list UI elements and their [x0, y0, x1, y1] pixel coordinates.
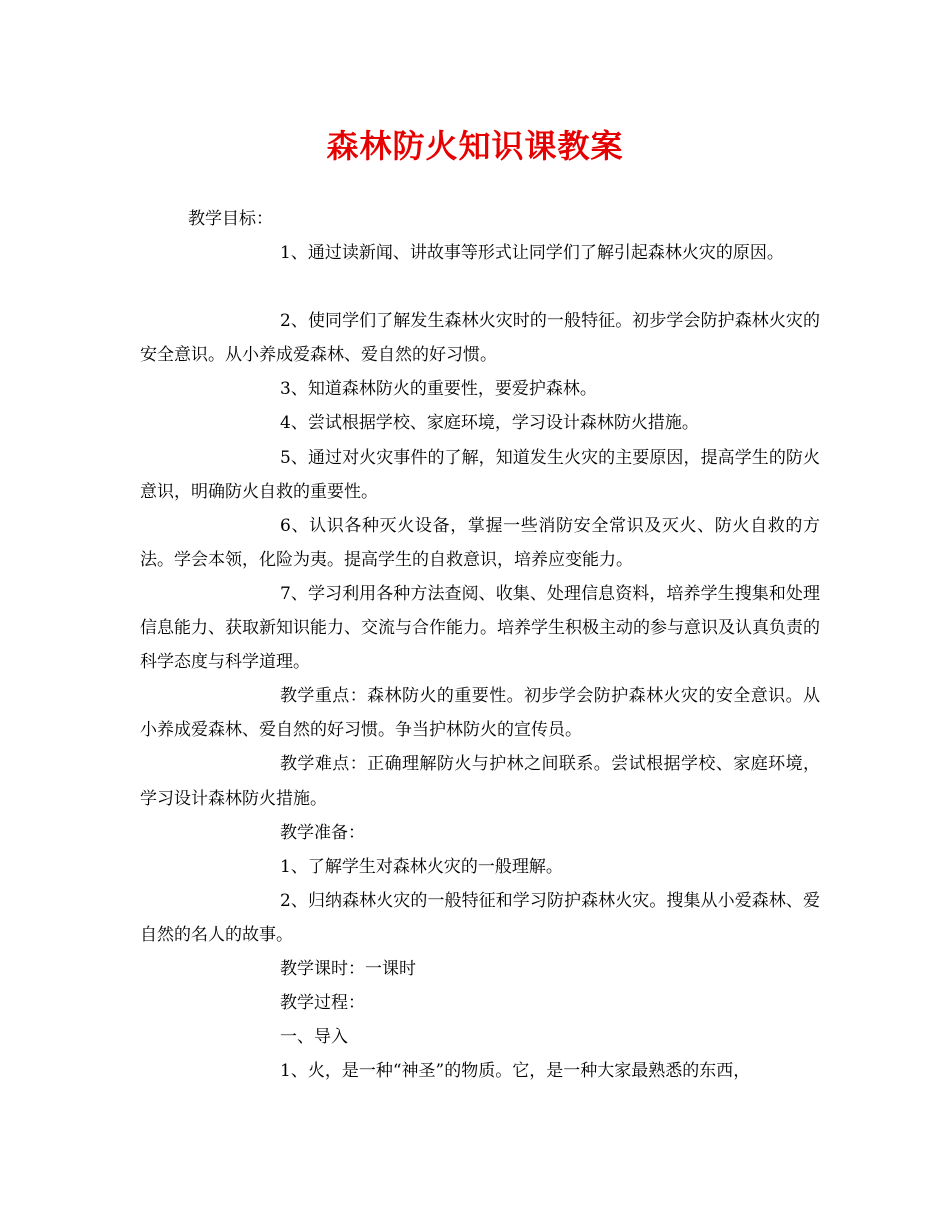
teaching-focus: 教学重点：森林防火的重要性。初步学会防护森林火灾的安全意识。从小养成爱森林、爱自然的好习惯。争当护林防火的宣传员。	[140, 686, 820, 741]
preparation-2: 2、归纳森林火灾的一般特征和学习防护森林火灾。搜集从小爱森林、爱自然的名人的故事。	[140, 890, 820, 945]
process-step-intro: 一、导入	[280, 1027, 348, 1048]
objective-6: 6、认识各种灭火设备，掌握一些消防安全常识及灭火、防火自救的方法。学会本领，化险为夷。提高学生的自救意识，培养应变能力。	[140, 515, 820, 570]
objective-5: 5、通过对火灾事件的了解，知道发生火灾的主要原因，提高学生的防火意识，明确防火自救的重要性。	[140, 447, 820, 502]
class-hours: 教学课时：一课时	[280, 958, 416, 979]
objective-3: 3、知道森林防火的重要性，要爱护森林。	[280, 379, 597, 400]
paragraph-spacer	[140, 270, 820, 304]
section-heading-process: 教学过程：	[280, 993, 365, 1014]
objective-4: 4、尝试根据学校、家庭环境，学习设计森林防火措施。	[280, 413, 699, 434]
process-item-1: 1、火，是一种“神圣”的物质。它，是一种大家最熟悉的东西，	[280, 1061, 751, 1082]
document-body	[140, 202, 820, 1088]
objective-2: 2、使同学们了解发生森林火灾时的一般特征。初步学会防护森林火灾的安全意识。从小养成爱森林、爱自然的好习惯。	[140, 311, 820, 366]
section-heading-objectives: 教学目标：	[188, 209, 273, 229]
teaching-difficulty: 教学难点：正确理解防火与护林之间联系。尝试根据学校、家庭环境，学习设计森林防火措施。	[140, 754, 820, 809]
document-title: 森林防火知识课教案	[326, 127, 624, 165]
preparation-1: 1、了解学生对森林火灾的一般理解。	[280, 856, 563, 877]
objective-1: 1、通过读新闻、讲故事等形式让同学们了解引起森林火灾的原因。	[280, 243, 784, 264]
objective-7: 7、学习利用各种方法查阅、收集、处理信息资料，培养学生搜集和处理信息能力、获取新知识能力、交流与合作能力。培养学生积极主动的参与意识及认真负责的科学态度与科学道理。	[140, 583, 820, 673]
section-heading-preparation: 教学准备：	[280, 822, 365, 843]
